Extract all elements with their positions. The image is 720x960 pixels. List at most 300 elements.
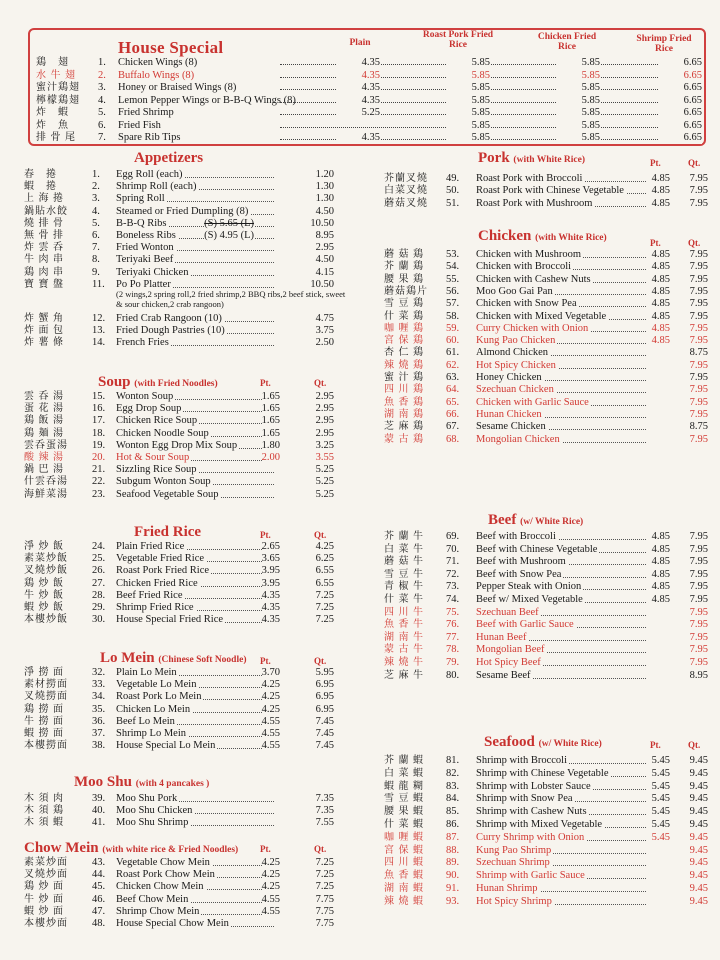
item-price-quart: 10.50 [310,278,334,290]
item-chinese-name: 海鮮菜湯 [24,488,68,500]
section-title-text: Beef [488,512,517,528]
item-price-quart: 3.25 [315,439,334,451]
item-chinese-name: 四 川 牛 [384,606,424,618]
item-name: Chicken Fried Rice [116,577,198,589]
fried-rice-title [134,524,201,541]
item-price: 6.65 [658,119,702,132]
item-number: 47. [92,905,106,917]
pint-header: Pt. [650,238,661,248]
item-chinese-name: 白菜叉燒 [384,185,428,197]
item-price: 5.85 [556,106,600,119]
dotted-leader [156,278,274,288]
item-name: Spare Rib Tips [118,132,181,143]
item-name: Hot & Sour Soup [116,452,190,463]
item-price-quart: 7.95 [689,285,708,297]
item-name: Chicken Rice Soup [116,415,198,427]
item-price-quart: 7.95 [689,335,708,347]
item-price: 5.85 [556,56,600,69]
item-price-quart: 9.45 [689,870,708,882]
item-chinese-name: 鍋貼水餃 [24,205,68,217]
section-subtitle: (with white rice & Fried Noodles) [102,845,239,855]
item-chinese-name: 蒙 古 鶏 [384,433,424,445]
item-name: Plain Fried Rice [116,541,185,552]
item-number: 56. [446,285,460,297]
item-price-quart: 4.25 [315,541,334,552]
item-chinese-name: 蝦 炒 飯 [24,602,64,613]
menu-item-row [24,336,354,350]
seafood-title [484,734,602,751]
item-name: Chicken with Garlic Sauce [476,396,589,408]
item-chinese-name: 牛 肉 串 [24,254,64,266]
item-number: 74. [446,594,460,605]
item-number: 66. [446,408,460,420]
item-name: Roast Pork with Mushroom [476,197,593,209]
item-price-quart: 5.25 [315,476,334,488]
item-price-quart: 9.45 [689,844,708,856]
item-price-pint: 1.65 [261,391,280,402]
item-number: 29. [92,602,106,613]
item-chinese-name: 炸 蟹 角 [24,313,64,324]
item-price-pint: 4.85 [651,298,670,310]
item-number: 68. [446,433,460,445]
item-number: 5. [92,217,100,229]
item-number: 37. [92,728,106,739]
item-number: 78. [446,644,460,656]
item-name: Shrimp with Snow Pea [476,793,573,805]
item-price: 4.35 [336,81,380,94]
item-number: 44. [92,869,106,881]
item-name: House Special Fried Rice [116,614,224,626]
menu-item-row [24,613,354,627]
item-name: Fried Dough Pastries (10) [116,325,225,337]
item-chinese-name: 蝦 捲 [24,181,57,193]
item-number: 81. [446,755,460,766]
item-price-pint: 4.85 [651,531,670,542]
item-chinese-name: 鶏 撈 面 [24,703,64,715]
item-number: 63. [446,372,460,383]
item-chinese-name: 雲呑蛋湯 [24,439,68,451]
item-price-quart: 7.95 [689,396,708,408]
item-chinese-name: 本樓撈面 [24,740,68,752]
section-title-text: Pork [478,150,510,166]
item-chinese-name: 木 須 鶏 [24,805,64,817]
house-item-row [30,69,708,82]
header-plain: Plain [349,38,371,48]
item-number: 30. [92,614,106,626]
item-chinese-name: 芥 蘭 牛 [384,531,424,542]
item-number: 24. [92,541,106,552]
item-price: 5.85 [556,94,600,107]
chicken-title [478,228,607,245]
item-name: Beef Chow Mein [116,893,189,905]
item-price-quart: 7.95 [689,531,708,542]
item-number: 57. [446,298,460,310]
item-name: Pepper Steak with Onion [476,581,582,593]
item-number: 58. [446,310,460,322]
item-name: Szechuan Chicken [476,384,554,396]
section-subtitle: (w/ White Rice) [520,517,584,527]
item-chinese-name: 排 骨 尾 [36,132,76,143]
item-name: Seafood Vegetable Soup [116,488,219,500]
item-price-quart: 5.95 [315,667,334,678]
item-chinese-name: 蜜汁鶏翅 [36,82,80,93]
item-price-quart: 9.45 [689,857,708,869]
item-price-quart: 2.95 [315,242,334,254]
item-price-quart: 7.95 [689,359,708,371]
item-price-quart: 10.50 [310,217,334,229]
item-price-quart: 7.95 [689,372,708,383]
item-price-pint: 4.85 [651,556,670,568]
item-price: 5.85 [446,69,490,82]
item-number: 69. [446,531,460,542]
item-name: Fried Crab Rangoon (10) [116,313,222,324]
item-name: French Fries [116,337,169,349]
item-number: 2. [98,69,106,81]
item-number: 51. [446,197,460,209]
item-chinese-name: 素材撈面 [24,679,68,691]
item-name: Wonton Soup [116,391,174,402]
section-subtitle: (with White Rice) [535,233,607,243]
item-name: Hunan Chicken [476,408,542,420]
item-number: 18. [92,427,106,439]
house-special-box [28,28,706,146]
item-number: 25. [92,553,106,565]
item-number: 4. [92,205,100,217]
item-chinese-name: 咖 喱 蝦 [384,831,424,843]
item-chinese-name: 什 菜 鶏 [384,310,424,322]
item-price: 4.35 [336,56,380,69]
item-number: 6. [92,230,100,241]
item-number: 59. [446,322,460,334]
item-chinese-name: 淨 撈 面 [24,667,64,678]
item-name: Buffalo Wings (8) [118,69,195,81]
item-number: 28. [92,589,106,601]
item-number: 45. [92,881,106,893]
item-price-quart: 7.95 [689,384,708,396]
item-chinese-name: 炸 雲 呑 [24,242,64,254]
item-chinese-name: 木 須 肉 [24,793,64,804]
item-chinese-name: 杏 仁 鶏 [384,347,424,359]
item-price: 5.25 [336,106,380,119]
section-subtitle: (Chinese Soft Noodle) [158,655,247,665]
item-name: Subgum Wonton Soup [116,476,211,488]
item-price-quart: 7.25 [315,857,334,868]
item-price-quart: 7.95 [689,657,708,668]
quart-header: Qt. [314,530,327,540]
item-chinese-name: 腰 果 鶏 [384,273,424,285]
item-name: Hunan Beef [476,631,527,643]
item-number: 85. [446,806,460,818]
item-number: 35. [92,703,106,715]
item-number: 87. [446,831,460,843]
item-number: 4. [98,94,106,106]
item-number: 82. [446,767,460,779]
section-title-text: Chicken [478,228,532,244]
item-number: 39. [92,793,106,804]
item-number: 79. [446,657,460,668]
quart-header: Qt. [688,238,701,248]
item-price: 6.65 [658,106,702,119]
item-number: 76. [446,619,460,631]
item-price-quart: 1.30 [315,181,334,193]
item-price-pint: 1.80 [261,439,280,451]
dotted-leader [516,669,646,679]
item-price-quart: 6.95 [315,679,334,691]
item-number: 22. [92,476,106,488]
item-price-pint: 3.95 [261,565,280,577]
item-chinese-name: 湖 南 鶏 [384,408,424,420]
item-price-quart: 7.25 [315,881,334,893]
item-number: 43. [92,857,106,868]
item-price-quart: 2.50 [315,337,334,349]
item-price-quart: 5.25 [315,488,334,500]
item-chinese-name: 炸 蝦 [36,107,69,118]
item-name: Szechuan Beef [476,606,539,618]
quart-header: Qt. [688,158,701,168]
item-number: 3. [98,82,106,93]
item-chinese-name: 辣 燒 蝦 [384,895,424,907]
item-number: 11. [92,278,105,290]
item-number: 50. [446,185,460,197]
item-price-quart: 7.95 [689,606,708,618]
item-name: Fried Wonton [116,242,174,254]
item-name: Hot Spicy Shrimp [476,895,552,907]
item-price-quart: 9.45 [689,793,708,805]
item-price: 5.85 [556,81,600,94]
item-price-quart: 8.75 [689,347,708,359]
item-number: 84. [446,793,460,805]
item-price-quart: 2.95 [315,403,334,415]
item-name: Vegetable Chow Mein [116,857,210,868]
item-chinese-name: 湖 南 牛 [384,631,424,643]
item-price: 5.85 [556,131,600,144]
item-price-pint: 1.65 [261,427,280,439]
item-number: 8. [92,254,100,266]
item-number: 91. [446,883,460,894]
item-chinese-name: 叉燒炒面 [24,869,68,881]
item-name: Shrimp Chow Mein [116,905,200,917]
item-name: Shrimp with Garlic Sauce [476,870,585,882]
item-name: Moo Goo Gai Pan [476,285,553,297]
item-price-pint: 4.85 [651,543,670,555]
item-name: Roast Pork with Chinese Vegetable [476,185,624,197]
item-chinese-name: 宮 保 鶏 [384,335,424,347]
item-number: 33. [92,679,106,691]
item-price-quart: 7.95 [689,543,708,555]
item-chinese-name: 四 川 蝦 [384,857,424,869]
item-chinese-name: 雪 豆 蝦 [384,793,424,805]
item-price-pint: 5.45 [651,755,670,766]
item-number: 90. [446,870,460,882]
item-price-quart: 8.75 [689,421,708,433]
item-price-quart: 2.95 [315,391,334,402]
item-name: Curry Shrimp with Onion [476,831,585,843]
item-number: 75. [446,606,460,618]
item-name: Mongolian Chicken [476,433,560,445]
item-chinese-name: 蝦 龍 糊 [384,780,424,792]
item-price-pint: 4.25 [261,679,280,691]
item-price-quart: 4.75 [315,313,334,324]
item-chinese-name: 雪 豆 鶏 [384,298,424,310]
item-chinese-name: 芝 麻 牛 [384,669,424,681]
pint-header: Pt. [260,378,271,388]
item-price-quart: 5.25 [315,464,334,476]
item-number: 83. [446,780,460,792]
item-chinese-name: 雪 豆 牛 [384,568,424,580]
item-price-quart: 7.55 [315,817,334,829]
item-number: 70. [446,543,460,555]
item-name: Chicken with Mixed Vegetable [476,310,607,322]
item-price-quart: 7.95 [689,261,708,273]
item-chinese-name: 水 牛 翅 [36,69,76,81]
section-subtitle: (with 4 pancakes ) [135,779,210,789]
item-chinese-name: 辣 燒 鶏 [384,359,424,371]
item-price: 5.85 [446,94,490,107]
item-price-quart: 6.55 [315,565,334,577]
item-name: Vegetable Lo Mein [116,679,197,691]
item-chinese-name: 春 捲 [24,169,57,180]
quart-header: Qt. [688,740,701,750]
item-price: 5.85 [556,119,600,132]
item-number: 64. [446,384,460,396]
item-price-pint: 4.85 [651,310,670,322]
item-name: Chicken with Broccoli [476,261,572,273]
moo-shu-title [74,774,209,791]
item-price-quart: 7.95 [689,408,708,420]
item-number: 32. [92,667,106,678]
item-price-quart: 4.50 [315,254,334,266]
item-chinese-name: 蛋 花 湯 [24,403,64,415]
menu-item-row [24,739,354,753]
header-chicken-fried-rice: Chicken Fried Rice [537,32,597,52]
item-chinese-name: 素菜炒飯 [24,553,68,565]
item-number: 41. [92,817,106,829]
item-number: 62. [446,359,460,371]
item-name: Sizzling Rice Soup [116,464,197,476]
item-name: Beef with Chinese Vegetable [476,543,598,555]
lo-mein-title [100,650,246,667]
item-price-quart: 7.75 [315,905,334,917]
item-name: Almond Chicken [476,347,549,359]
item-price-quart: 6.95 [315,691,334,703]
section-title-text: Moo Shu [74,774,132,790]
item-price: 4.35 [336,94,380,107]
item-number: 93. [446,895,460,907]
item-number: 19. [92,439,106,451]
item-price-quart: 7.95 [689,619,708,631]
item-price-quart: 7.95 [689,631,708,643]
item-price-pint: 4.35 [261,589,280,601]
quart-header: Qt. [314,844,327,854]
item-chinese-name: 無 骨 排 [24,230,64,241]
item-price-quart: 7.95 [689,249,708,260]
item-name: Steamed or Fried Dumpling (8) [116,205,249,217]
item-price-pint: 5.45 [651,819,670,830]
item-name: Shrimp with Cashew Nuts [476,806,587,818]
item-name: Honey Chicken [476,372,542,383]
item-price-pint: 4.85 [651,568,670,580]
item-price-quart: 2.95 [315,427,334,439]
menu-item-row [374,669,706,683]
item-price-pint: 4.55 [261,715,280,727]
house-item-row [30,94,708,107]
appetizers-title [134,150,203,167]
item-chinese-name: 蜜 汁 鶏 [384,372,424,383]
item-chinese-name: 蒙 古 牛 [384,644,424,656]
item-number: 26. [92,565,106,577]
item-name: Hot Spicy Beef [476,657,541,668]
item-chinese-name: 芝 麻 鶏 [384,421,424,433]
item-chinese-name: 鶏 飯 湯 [24,415,64,427]
item-price-pint: 4.25 [261,703,280,715]
item-chinese-name: 蝦 炒 面 [24,905,64,917]
item-name: Beef Fried Rice [116,589,183,601]
house-item-row [30,119,708,132]
item-chinese-name: 酸 辣 湯 [24,452,64,463]
item-name: Egg Roll (each) [116,169,183,180]
item-chinese-name: 鶏 翅 [36,57,69,68]
item-price-quart: 9.45 [689,819,708,830]
item-name: Beef Lo Mein [116,715,175,727]
item-number: 7. [98,132,106,143]
item-price-quart: 7.35 [315,805,334,817]
item-name: Chicken Lo Mein [116,703,191,715]
item-chinese-name: 四 川 鶏 [384,384,424,396]
item-price-quart: 7.25 [315,869,334,881]
item-chinese-name: 牛 撈 面 [24,715,64,727]
item-number: 36. [92,715,106,727]
item-price-quart: 7.45 [315,715,334,727]
section-subtitle: (with White Rice) [513,155,586,165]
item-name: Shrimp with Mixed Vegetable [476,819,603,830]
item-number: 86. [446,819,460,830]
pint-header: Pt. [650,158,661,168]
item-chinese-name: 淨 炒 飯 [24,541,64,552]
item-chinese-name: 什 菜 蝦 [384,819,424,830]
beef-title [488,512,583,529]
item-name: Shrimp with Chinese Vegetable [476,767,609,779]
item-chinese-name: 鶏 肉 串 [24,266,64,278]
item-price-quart: 8.95 [315,230,334,241]
dotted-leader [516,631,646,641]
house-item-row [30,81,708,94]
pint-header: Pt. [650,740,661,750]
item-name: Shrimp Fried Rice [116,602,194,613]
platter-note: (2 wings,2 spring roll,2 fried shrimp,2 BBQ ribs,2 beef stick, sweet & sour chicken,2 crab rangoon) [116,289,346,309]
chow-mein-title [24,840,238,857]
item-name: Moo Shu Pork [116,793,178,804]
item-number: 13. [92,325,106,337]
item-name: Lemon Pepper Wings or B-B-Q Wings (8) [118,94,296,106]
item-name: Spring Roll [116,193,165,205]
item-name: Kung Pao Chicken [476,335,556,347]
menu-item-row [24,816,354,830]
item-chinese-name: 白 菜 牛 [384,543,424,555]
item-price-pint: 4.85 [651,285,670,297]
item-chinese-name: 魚 香 鶏 [384,396,424,408]
item-price-pint: (S) 4.95 (L) [204,230,254,241]
item-number: 12. [92,313,106,324]
item-number: 49. [446,173,460,184]
item-price: 5.85 [446,106,490,119]
item-name: Egg Drop Soup [116,403,182,415]
item-name: Fried Shrimp [118,107,174,118]
item-price-pint: 4.25 [261,881,280,893]
item-chinese-name: 叉燒炒飯 [24,565,68,577]
item-price-pint: 3.70 [261,667,280,678]
item-name: Beef with Broccoli [476,531,556,542]
item-number: 27. [92,577,106,589]
